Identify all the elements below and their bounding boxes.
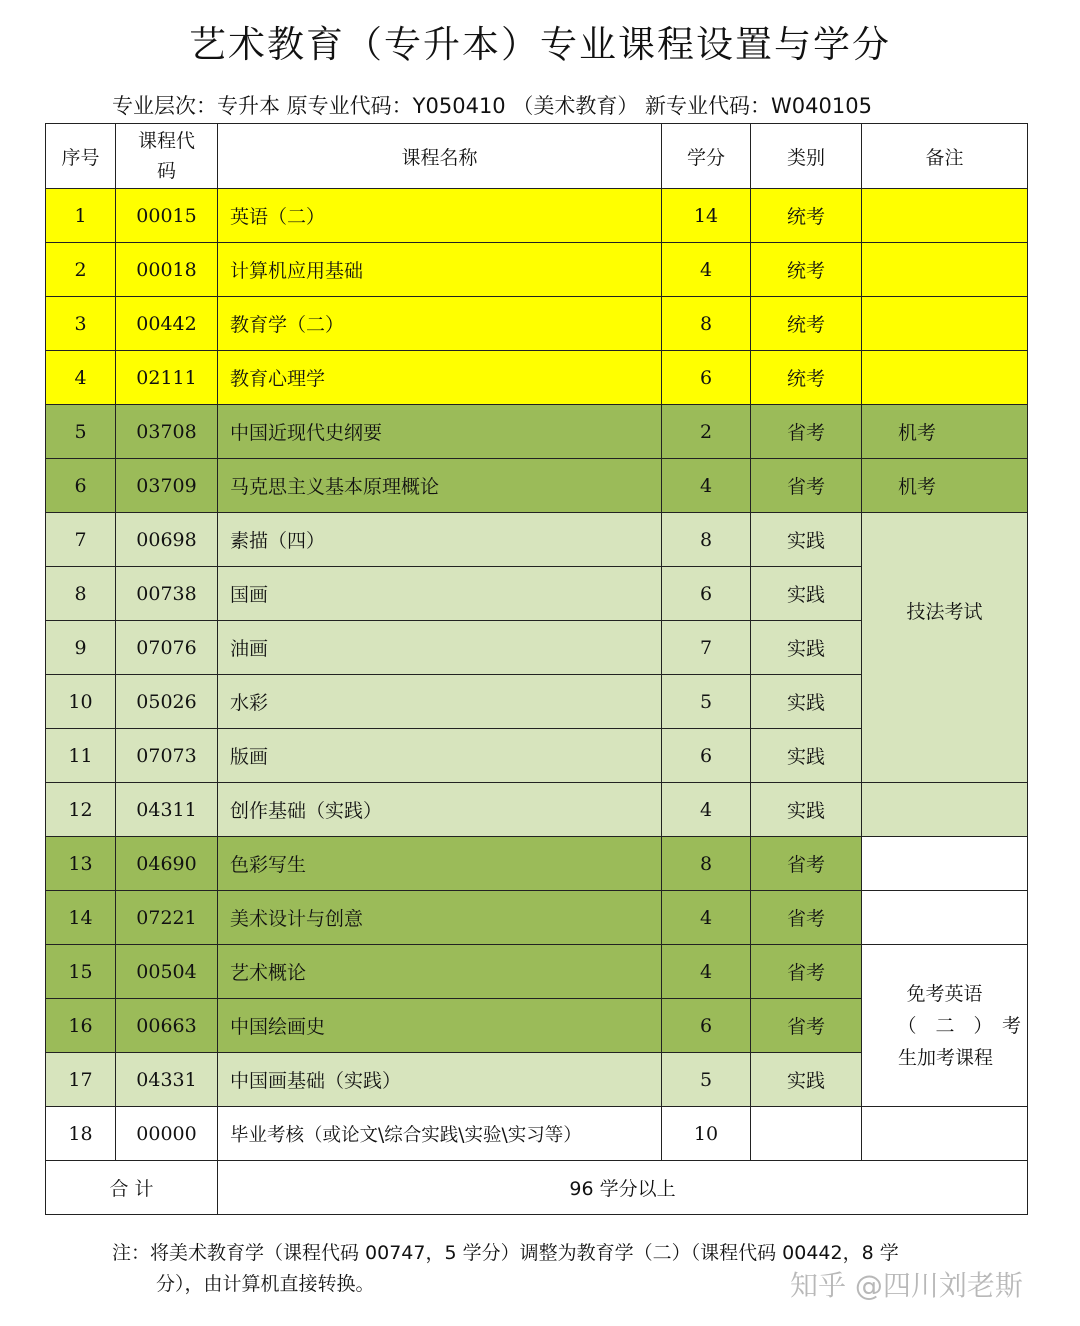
row-credit: 8 [662,297,751,351]
row-name: 教育心理学 [218,351,662,405]
row-code: 07076 [116,621,218,675]
header-seq: 序号 [46,124,116,189]
row-credit: 4 [662,783,751,837]
row-category: 实践 [751,783,862,837]
watermark: 知乎 @四川刘老斯 [790,1269,1023,1302]
row-category: 省考 [751,837,862,891]
row-code: 04690 [116,837,218,891]
row-credit: 14 [662,189,751,243]
row-remark: 机考 [862,405,1028,459]
page-title: 艺术教育（专升本）专业课程设置与学分 [189,23,891,66]
row-seq: 13 [46,837,116,891]
row-remark [862,189,1028,243]
row-code: 03709 [116,459,218,513]
header-code [116,124,218,189]
total-row [46,1161,1028,1215]
major-info: 专业层次：专升本 原专业代码：Y050410 （美术教育） 新专业代码：W040105 [112,94,872,118]
header-category: 类别 [751,124,862,189]
row-code: 07221 [116,891,218,945]
row-category: 省考 [751,999,862,1053]
table-row [46,1107,1028,1161]
row-credit: 5 [662,1053,751,1107]
row-code: 04331 [116,1053,218,1107]
row-seq: 3 [46,297,116,351]
row-category: 统考 [751,243,862,297]
row-category: 实践 [751,675,862,729]
row-category: 实践 [751,567,862,621]
row-category: 统考 [751,189,862,243]
row-seq: 16 [46,999,116,1053]
row-credit: 4 [662,945,751,999]
row-credit: 7 [662,621,751,675]
row-seq: 7 [46,513,116,567]
row-name: 美术设计与创意 [218,891,662,945]
row-category: 实践 [751,513,862,567]
technique-exam-text: 技法考试 [906,601,983,623]
row-remark [862,243,1028,297]
row-name: 色彩写生 [218,837,662,891]
row-seq: 1 [46,189,116,243]
row-credit: 10 [662,1107,751,1161]
row-code: 02111 [116,351,218,405]
row-remark [862,783,1028,837]
technique-exam-remark [862,513,1028,783]
row-code: 00738 [116,567,218,621]
row-category: 省考 [751,405,862,459]
row-code: 03708 [116,405,218,459]
row-seq: 14 [46,891,116,945]
exempt-line-3: 生加考课程 [898,1046,994,1069]
row-seq: 2 [46,243,116,297]
total-value: 96 学分以上 [218,1161,1028,1215]
row-category: 实践 [751,1053,862,1107]
row-category: 省考 [751,459,862,513]
row-name: 教育学（二） [218,297,662,351]
row-category: 统考 [751,297,862,351]
row-name: 马克思主义基本原理概论 [218,459,662,513]
row-category: 实践 [751,621,862,675]
row-remark [862,297,1028,351]
row-code: 00000 [116,1107,218,1161]
table-row [46,513,1028,567]
row-code: 00698 [116,513,218,567]
row-name: 水彩 [218,675,662,729]
row-seq: 18 [46,1107,116,1161]
table-row [46,243,1028,297]
row-seq: 12 [46,783,116,837]
header-credit: 学分 [662,124,751,189]
exempt-english-remark [862,945,1028,1107]
row-name: 油画 [218,621,662,675]
row-name: 版画 [218,729,662,783]
row-credit: 4 [662,459,751,513]
header-code-text: 课程代码 [137,130,195,182]
course-table [45,123,1028,1215]
row-code: 00504 [116,945,218,999]
row-category: 省考 [751,891,862,945]
row-credit: 6 [662,351,751,405]
footnote-line-1: 注：将美术教育学（课程代码 00747，5 学分）调整为教育学（二）（课程代码 00442，8 学 [112,1242,899,1264]
row-code: 07073 [116,729,218,783]
row-code: 00442 [116,297,218,351]
row-name: 中国绘画史 [218,999,662,1053]
row-seq: 10 [46,675,116,729]
row-code: 00663 [116,999,218,1053]
row-name: 英语（二） [218,189,662,243]
row-code: 00018 [116,243,218,297]
table-row [46,459,1028,513]
row-remark: 机考 [862,459,1028,513]
row-name: 素描（四） [218,513,662,567]
row-seq: 15 [46,945,116,999]
total-label: 合 计 [46,1161,218,1215]
row-name: 计算机应用基础 [218,243,662,297]
row-name: 毕业考核（或论文\综合实践\实验\实习等） [218,1107,662,1161]
row-credit: 5 [662,675,751,729]
row-category: 统考 [751,351,862,405]
row-name: 中国画基础（实践） [218,1053,662,1107]
row-code: 04311 [116,783,218,837]
row-category: 省考 [751,945,862,999]
row-seq: 11 [46,729,116,783]
row-category: 实践 [751,729,862,783]
table-row [46,783,1028,837]
footnote-line-2: 分），由计算机直接转换。 [156,1273,375,1295]
row-credit: 6 [662,999,751,1053]
table-row [46,945,1028,999]
table-row [46,405,1028,459]
row-credit: 6 [662,729,751,783]
table-row [46,891,1028,945]
row-code: 00015 [116,189,218,243]
exempt-line-1: 免考英语 [906,982,983,1005]
row-remark [862,1107,1028,1161]
header-remark: 备注 [862,124,1028,189]
table-row [46,837,1028,891]
row-credit: 4 [662,891,751,945]
table-header-row [46,124,1028,189]
row-seq: 6 [46,459,116,513]
table-row [46,351,1028,405]
row-seq: 8 [46,567,116,621]
row-credit: 8 [662,837,751,891]
exempt-line-2: （ 二 ） 考 [897,1014,1021,1037]
row-remark [862,891,1028,945]
row-remark [862,837,1028,891]
row-seq: 17 [46,1053,116,1107]
header-name: 课程名称 [218,124,662,189]
row-category [751,1107,862,1161]
row-code: 05026 [116,675,218,729]
row-seq: 5 [46,405,116,459]
row-seq: 4 [46,351,116,405]
row-credit: 6 [662,567,751,621]
table-row [46,297,1028,351]
row-name: 中国近现代史纲要 [218,405,662,459]
row-name: 创作基础（实践） [218,783,662,837]
row-credit: 2 [662,405,751,459]
table-row [46,189,1028,243]
row-credit: 8 [662,513,751,567]
row-name: 国画 [218,567,662,621]
row-credit: 4 [662,243,751,297]
row-seq: 9 [46,621,116,675]
row-remark [862,351,1028,405]
row-name: 艺术概论 [218,945,662,999]
